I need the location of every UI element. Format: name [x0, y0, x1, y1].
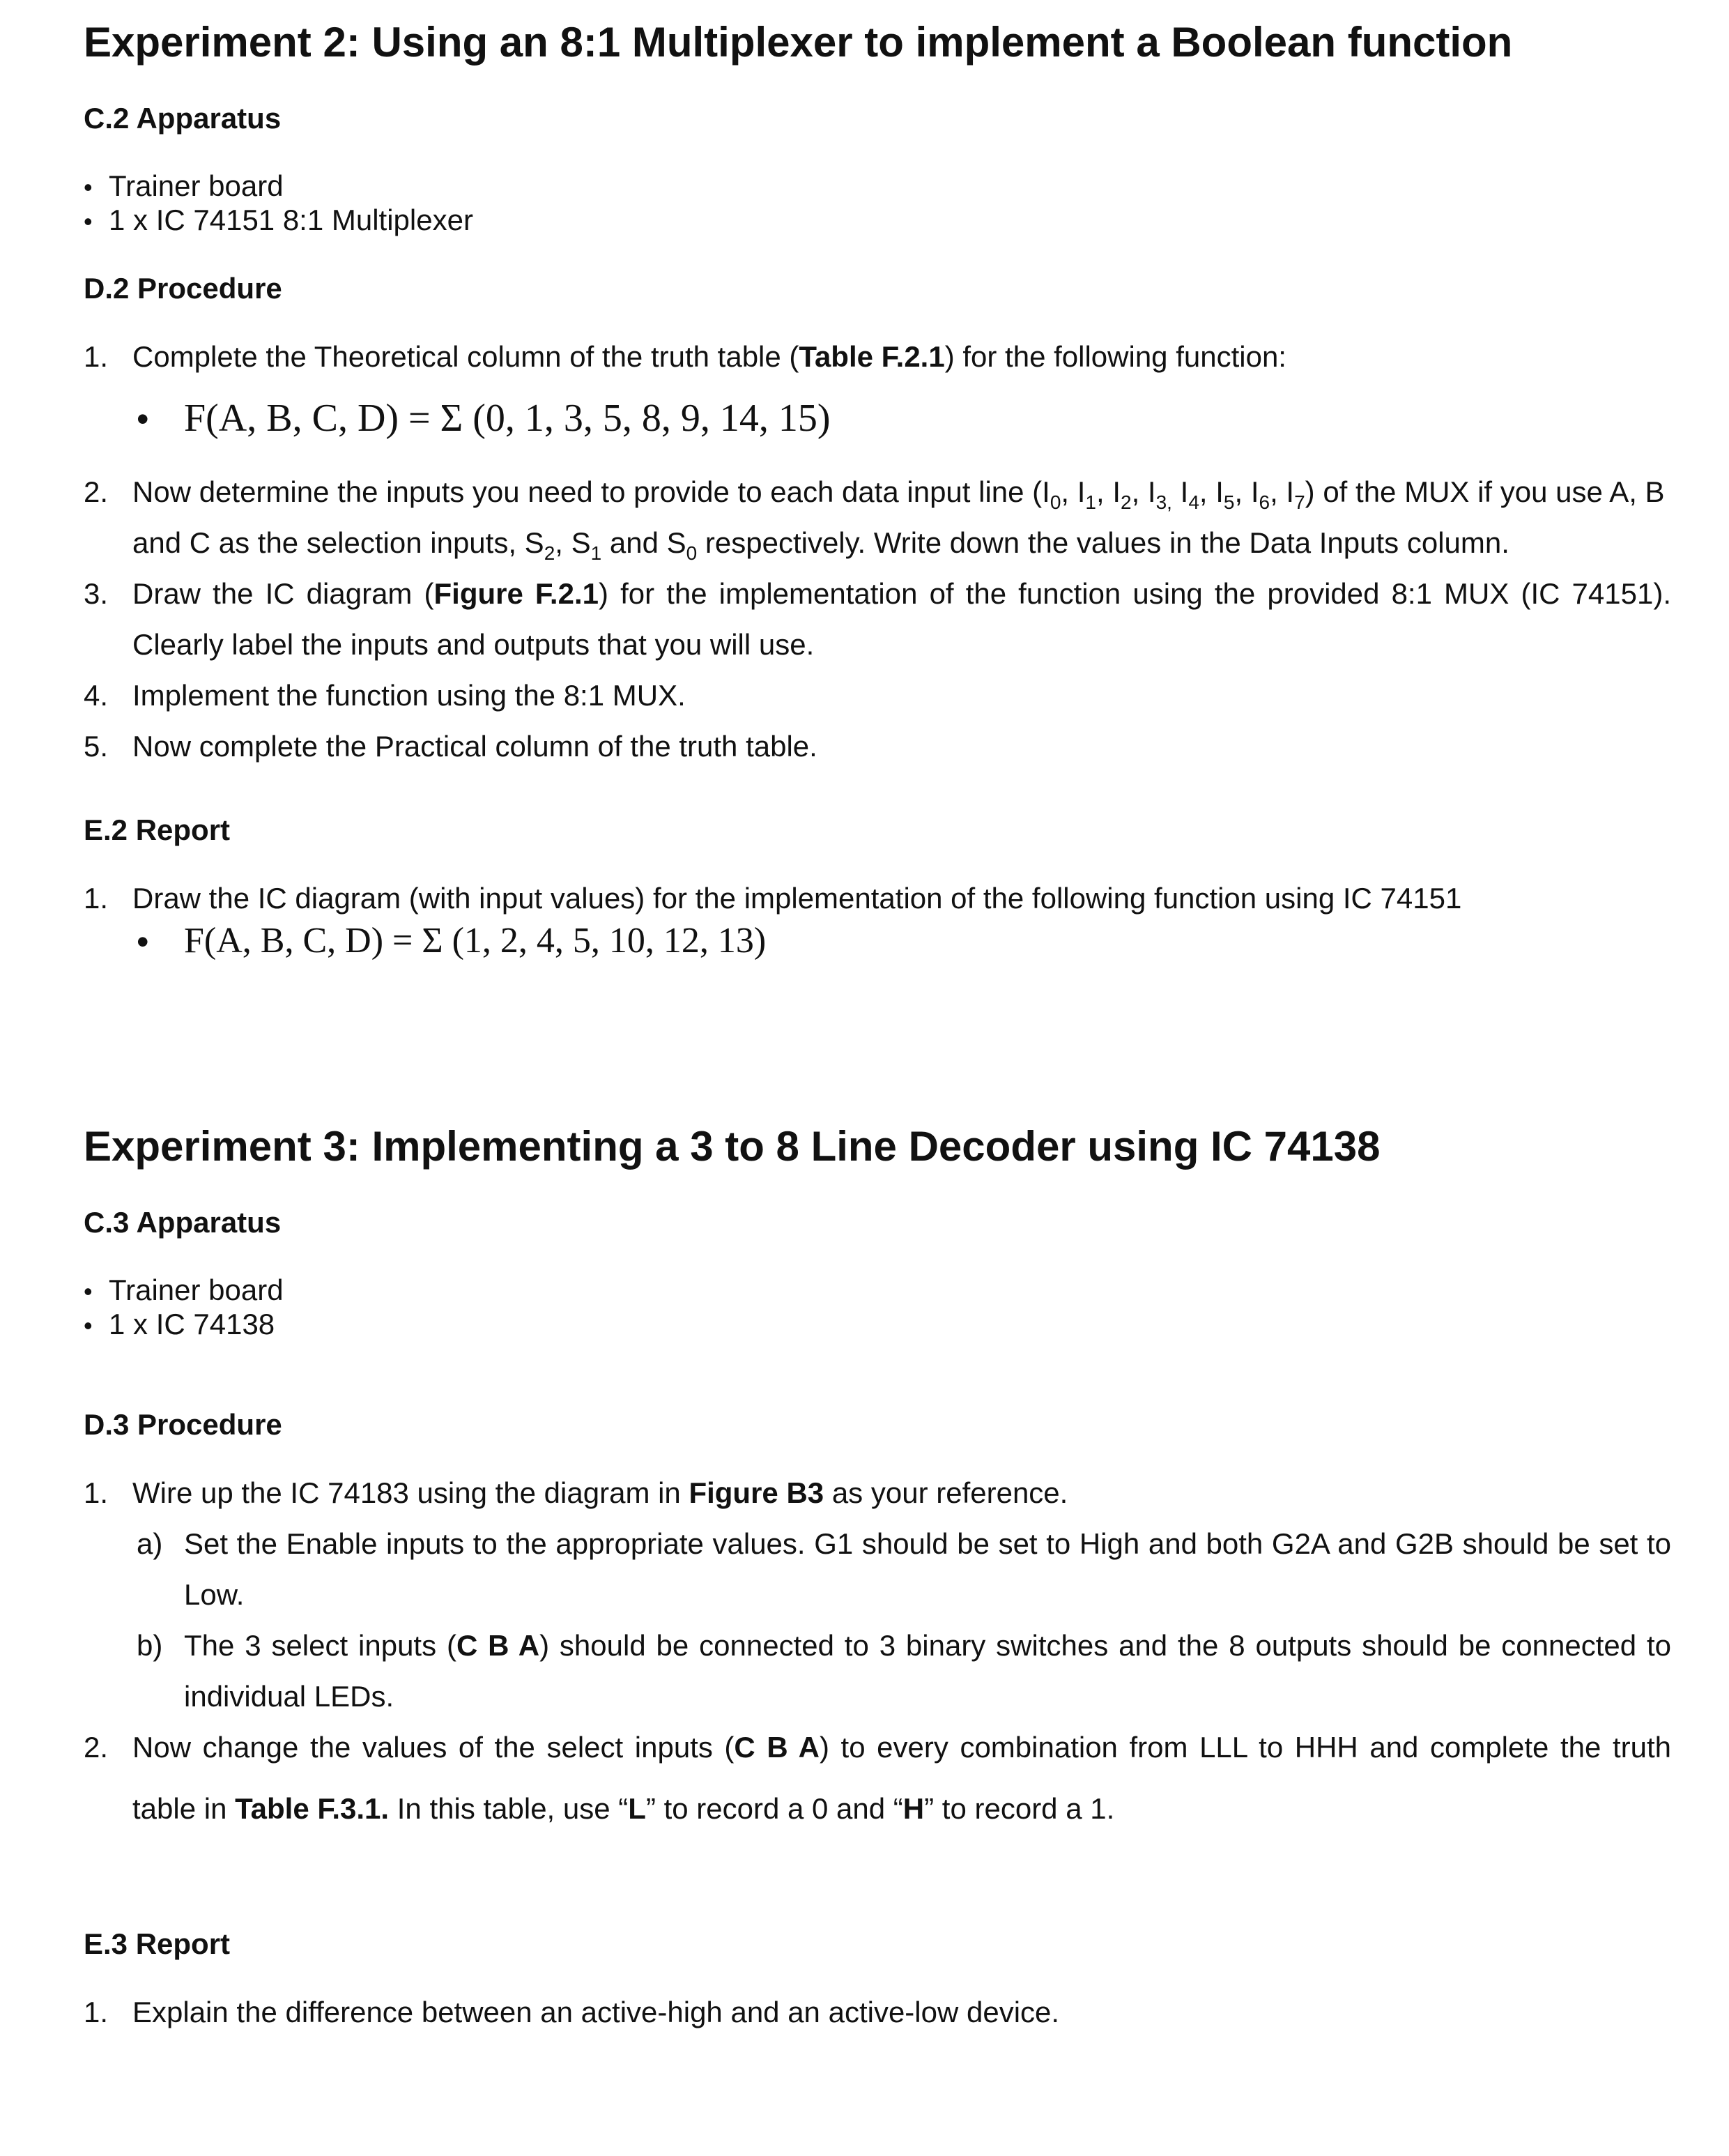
- step-number: 1.: [84, 340, 109, 373]
- e2-report-1: Draw the IC diagram (with input values) for the implementation of the following function using IC 74151: [132, 882, 1462, 915]
- text: , S: [555, 526, 591, 559]
- d3-step-1a-line-2: Low.: [184, 1578, 245, 1611]
- text: ) for the implementation of the function using the provided 8:1 MUX (IC 74151).: [599, 577, 1672, 610]
- d3-procedure-heading: D.3 Procedure: [84, 1408, 282, 1441]
- apparatus-item: [84, 169, 284, 203]
- text: as your reference.: [824, 1476, 1068, 1509]
- select-inputs-ref: C B A: [734, 1731, 820, 1764]
- step-number: 2.: [84, 475, 109, 508]
- text: and S: [601, 526, 686, 559]
- text: , I: [1131, 475, 1156, 508]
- apparatus-item-label: 1 x IC 74151 8:1 Multiplexer: [109, 204, 473, 236]
- bullet-icon: •: [84, 1277, 93, 1306]
- text: Wire up the IC 74183 using the diagram in: [132, 1476, 689, 1509]
- table-ref: Table F.2.1: [799, 340, 945, 373]
- text: , I: [1270, 475, 1295, 508]
- text: and C as the selection inputs, S: [132, 526, 544, 559]
- table-ref: Table F.3.1.: [235, 1792, 390, 1825]
- bullet-icon: •: [137, 399, 149, 438]
- function-formula-1: F(A, B, C, D) = Σ (0, 1, 3, 5, 8, 9, 14, 15): [184, 397, 831, 440]
- e3-report-1: Explain the difference between an active-high and an active-low device.: [132, 1996, 1060, 2028]
- text: , I: [1096, 475, 1121, 508]
- c2-apparatus-heading: C.2 Apparatus: [84, 102, 282, 135]
- d2-step-2-line-2: [132, 526, 1509, 564]
- d3-step-1a-line-1: Set the Enable inputs to the appropriate values. G1 should be set to High and both G2A and G2B should be set to: [184, 1527, 1671, 1560]
- high-symbol: H: [902, 1792, 925, 1825]
- text: ) of the MUX if you use A, B: [1305, 475, 1665, 508]
- bullet-icon: •: [137, 922, 149, 961]
- bullet-icon: •: [84, 207, 93, 236]
- subscript: 5: [1223, 491, 1235, 513]
- subscript: 2: [1121, 491, 1132, 513]
- function-formula-2: F(A, B, C, D) = Σ (1, 2, 4, 5, 10, 12, 13): [184, 921, 767, 961]
- step-number: 4.: [84, 679, 109, 712]
- step-number: 1.: [84, 1996, 109, 2028]
- apparatus-item: [84, 1274, 284, 1307]
- d3-step-1b-line-1: [184, 1629, 1671, 1662]
- figure-ref: Figure F.2.1: [433, 577, 599, 610]
- subscript: 0: [1050, 491, 1061, 513]
- e3-report-heading: E.3 Report: [84, 1927, 231, 1960]
- d3-step-2-line-2: [132, 1792, 1114, 1826]
- d2-step-3-line-2: Clearly label the inputs and outputs that you will use.: [132, 628, 815, 661]
- low-symbol: L: [628, 1792, 646, 1825]
- text: I: [1171, 475, 1189, 508]
- d2-step-3-line-1: [132, 577, 1671, 611]
- step-number: 2.: [84, 1731, 109, 1764]
- text: respectively. Write down the values in the Data Inputs column.: [697, 526, 1509, 559]
- experiment-2-title: Experiment 2: Using an 8:1 Multiplexer to implement a Boolean function: [84, 19, 1513, 66]
- text: ) for the following function:: [944, 340, 1286, 373]
- sub-label: a): [137, 1527, 163, 1560]
- subscript: 2: [544, 542, 555, 564]
- step-number: 1.: [84, 882, 109, 915]
- sub-label: b): [137, 1629, 163, 1662]
- text: ” to record a 0 and “: [645, 1792, 903, 1825]
- experiment-3-title: Experiment 3: Implementing a 3 to 8 Line Decoder using IC 74138: [84, 1123, 1381, 1170]
- text: ) should be connected to 3 binary switches and the 8 outputs should be connected to: [539, 1629, 1671, 1662]
- subscript: 7: [1294, 491, 1305, 513]
- text: ” to record a 1.: [924, 1792, 1115, 1825]
- apparatus-item-label: Trainer board: [109, 169, 284, 202]
- apparatus-item: [84, 204, 473, 237]
- apparatus-item-label: 1 x IC 74138: [109, 1308, 275, 1340]
- text: Complete the Theoretical column of the truth table (: [132, 340, 799, 373]
- subscript: 3,: [1155, 491, 1172, 513]
- text: , I: [1199, 475, 1224, 508]
- text: The 3 select inputs (: [184, 1629, 456, 1662]
- text: , I: [1061, 475, 1086, 508]
- subscript: 1: [590, 542, 602, 564]
- subscript: 4: [1188, 491, 1199, 513]
- c3-apparatus-heading: C.3 Apparatus: [84, 1206, 282, 1239]
- step-number: 3.: [84, 577, 109, 610]
- apparatus-item-label: Trainer board: [109, 1274, 284, 1306]
- select-inputs-ref: C B A: [456, 1629, 540, 1662]
- subscript: 0: [686, 542, 698, 564]
- text: In this table, use “: [389, 1792, 629, 1825]
- d2-step-2-line-1: [132, 475, 1665, 513]
- d3-step-1b-line-2: individual LEDs.: [184, 1680, 394, 1713]
- apparatus-item: [84, 1308, 275, 1341]
- text: Now change the values of the select inputs (: [132, 1731, 735, 1764]
- subscript: 1: [1085, 491, 1096, 513]
- d3-step-2-line-1: [132, 1731, 1671, 1764]
- figure-ref: Figure B3: [689, 1476, 824, 1509]
- e2-report-heading: E.2 Report: [84, 813, 231, 846]
- text: , I: [1234, 475, 1259, 508]
- text: ) to every combination from LLL to HHH and complete the truth: [820, 1731, 1671, 1764]
- d3-step-1: [132, 1476, 1068, 1510]
- step-number: 5.: [84, 730, 109, 763]
- d2-step-4: Implement the function using the 8:1 MUX.: [132, 679, 686, 712]
- text: Draw the IC diagram (: [132, 577, 434, 610]
- step-number: 1.: [84, 1476, 109, 1509]
- d2-procedure-heading: D.2 Procedure: [84, 272, 282, 305]
- text: Now determine the inputs you need to provide to each data input line (I: [132, 475, 1050, 508]
- d2-step-1: [132, 340, 1286, 374]
- bullet-icon: •: [84, 173, 93, 201]
- bullet-icon: •: [84, 1311, 93, 1340]
- text: table in: [132, 1792, 236, 1825]
- d2-step-5: Now complete the Practical column of the truth table.: [132, 730, 817, 763]
- subscript: 6: [1259, 491, 1270, 513]
